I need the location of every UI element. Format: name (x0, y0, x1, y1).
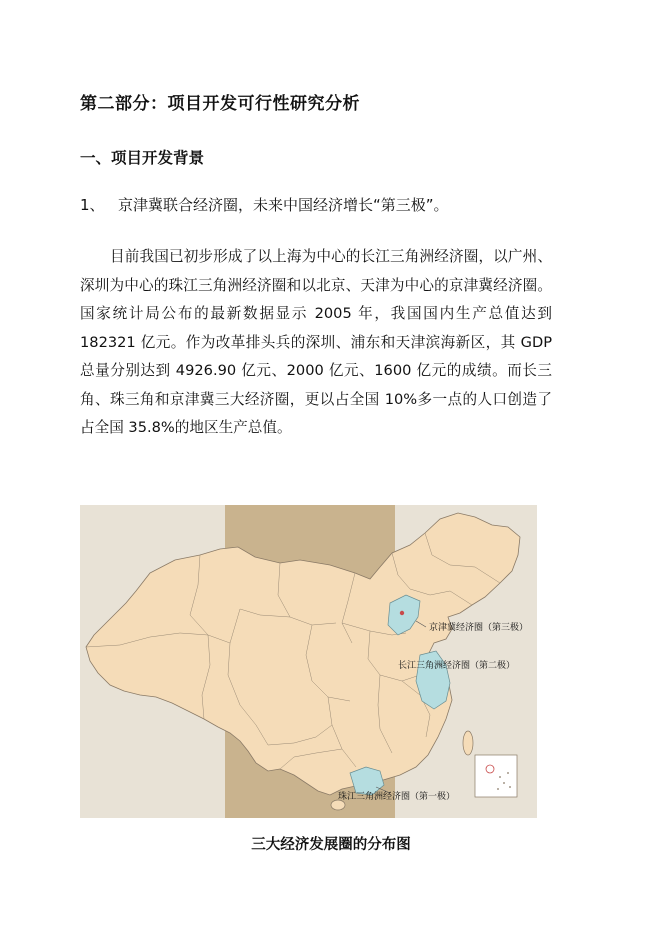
label-pearl: 珠江三角洲经济圈（第一极） (338, 792, 456, 802)
body-paragraph: 目前我国已初步形成了以上海为中心的长江三角洲经济圈，以广州、深圳为中心的珠江三角洲经济圈和以北京、天津为中心的京津冀经济圈。国家统计局公布的最新数据显示 2005 年，我国国内生产总值达到 182321 亿元。作为改革排头兵的深圳、浦东和天津滨海新区，其 GDP 总量分别达到 4926.90 亿元、2000 亿元、1600 亿元的成绩。而长三角、珠三角和京津冀三大经济圈，更以占全国 10%多一点的人口创造了占全国 35.8%的地区生产总值。 (80, 248, 552, 436)
economic-zones-map (80, 505, 537, 818)
label-yangtze: 长江三角洲经济圈（第二极） (398, 661, 516, 671)
item-text: 京津冀联合经济圈，未来中国经济增长“第三极”。 (118, 196, 449, 214)
list-item (80, 194, 449, 215)
section-title: 一、项目开发背景 (80, 149, 205, 167)
capital-marker (400, 611, 404, 615)
item-number: 1、 (80, 196, 105, 214)
taiwan-shape (463, 731, 473, 755)
map-svg (80, 505, 537, 818)
figure-caption: 三大经济发展圈的分布图 (251, 837, 411, 853)
label-jingjinji: 京津冀经济圈（第三极） (429, 623, 529, 633)
part-title: 第二部分：项目开发可行性研究分析 (80, 94, 360, 114)
south-sea-inset (475, 755, 517, 797)
